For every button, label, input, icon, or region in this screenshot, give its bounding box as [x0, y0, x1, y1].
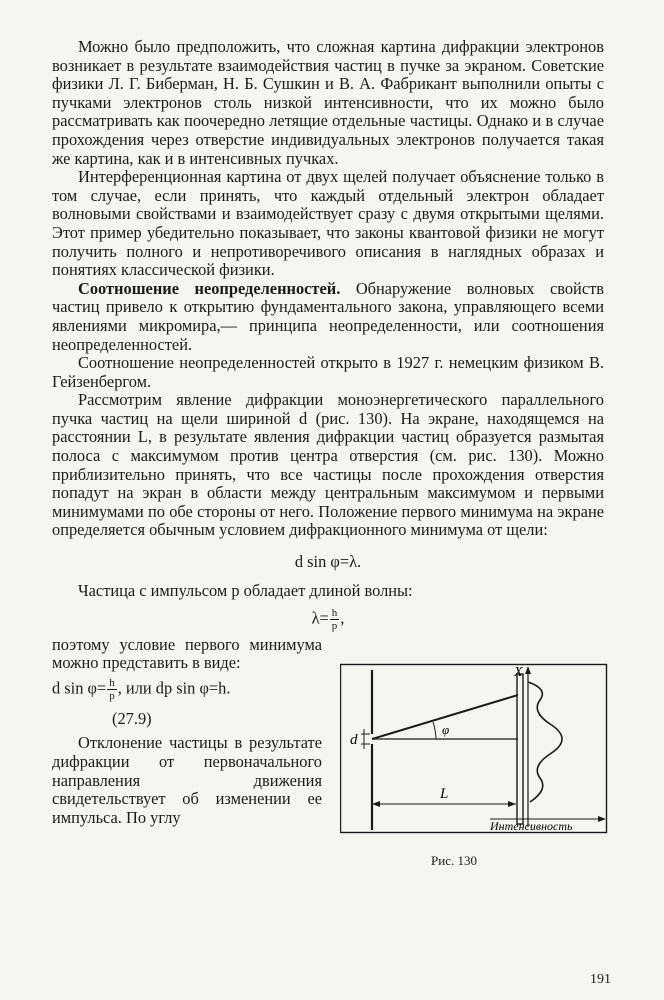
- paragraph-3: [52, 280, 604, 354]
- page-number: 191: [590, 972, 611, 987]
- paragraph-7: поэтому условие первого минимума можно представить в виде:: [52, 634, 322, 673]
- paragraph-5: Рассмотрим явление дифракции моноэнергетического параллельного пучка частиц на щели шириной d (рис. 130). На экране, находящемся на расстоянии L, в результате явления дифракции частиц образуется размытая полоса с максимумом против центра отверстия (см. рис. 130). Можно приблизительно принять, что все частицы после прохождения отверстия попадут на экран в области между центральным максимумом и первыми минимумами по обе стороны от него. Положение первого минимума на экране определяется обычным условием дифракционного минимума от щели:: [52, 390, 604, 540]
- page-body: [52, 38, 604, 886]
- x-label: X: [514, 664, 523, 680]
- figure-frame: [341, 664, 607, 832]
- formula-first-minimum: d sin φ= $\frac{h}{p}$ , или dp sin φ=h.: [52, 676, 231, 702]
- paragraph-8: Отклонение частицы в результате дифракции от первоначального направления движения свидетельствует об изменении ее импульса. По углу: [52, 733, 322, 827]
- left-column: [52, 636, 322, 828]
- phi-label: φ: [442, 721, 450, 737]
- angle-arc: [433, 722, 436, 739]
- equation-number: (27.9): [112, 708, 152, 728]
- formula-diffraction-minimum: d sin φ=λ.: [294, 552, 362, 572]
- observation-screen: [517, 674, 523, 824]
- paragraph-1: Можно было предположить, что сложная картина дифракции электронов возникает в результате взаимодействия частиц в пучке за экраном. Советские физики Л. Г. Биберман, Н. Б. Сушкин и В. А. Фабрикант выполнили опыты с пучками электронов столь низкой интенсивности, что их можно было рассматривать как поочередно летящие отдельные частицы. Однако и в случае прохождения через отверстие индивидуальных электронов получается такая же картина, как и в интенсивных пучках.: [52, 37, 604, 168]
- fraction-h-over-p: $\frac{h}{p}$: [331, 606, 338, 632]
- diffraction-diagram: [340, 662, 608, 842]
- two-column-block: [52, 636, 604, 886]
- paragraph-2: Интерференционная картина от двух щелей получает объяснение только в том случае, если принять, что каждый отдельный электрон обладает волновыми свойствами и взаимодействует сразу с двумя открытыми щелями. Этот пример убедительно показывает, что законы квантовой физики не могут получить полного и непротиворечивого описания в наглядных образах и понятиях классической физики.: [52, 167, 604, 280]
- paragraph-3-body: Обнаружение волновых свойств частиц привело к открытию фундаментального закона, управляющего всеми явлениями микромира,— принципа неопределенности, или соотношения неопределенностей.: [52, 278, 604, 354]
- paragraph-6: Частица с импульсом p обладает длиной волны:: [78, 581, 413, 601]
- intensity-label: Интенсивность: [490, 818, 573, 833]
- L-label: L: [440, 785, 449, 802]
- figure-caption: Рис. 130: [431, 852, 477, 868]
- paragraph-4: Соотношение неопределенностей открыто в 1927 г. немецким физиком В. Гейзенбергом.: [52, 353, 604, 391]
- formula-de-broglie: λ= $\frac{h}{p}$ ,: [311, 606, 345, 632]
- figure-130: [340, 662, 608, 869]
- intensity-curve: [528, 682, 562, 802]
- d-label: d: [350, 731, 358, 748]
- section-heading: Соотношение неопределенностей.: [78, 278, 341, 298]
